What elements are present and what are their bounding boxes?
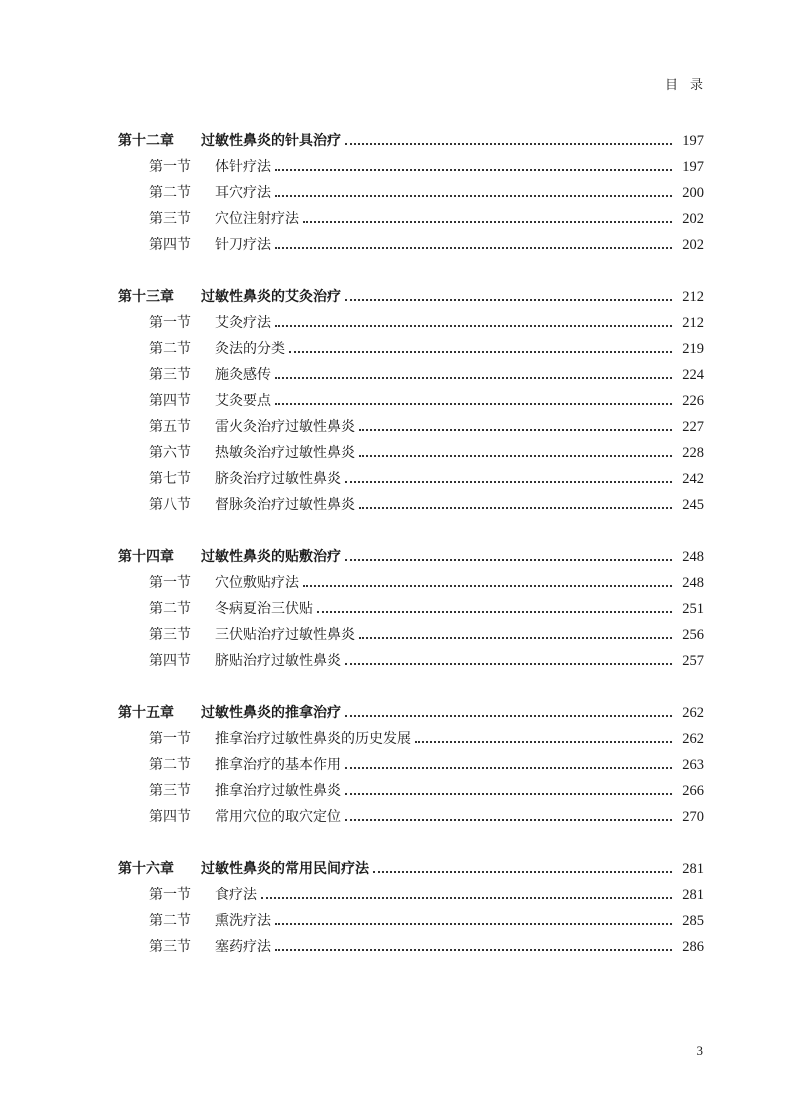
dot-leader bbox=[303, 585, 672, 587]
chapter-block bbox=[118, 284, 704, 518]
chapter-entry[interactable] bbox=[118, 544, 704, 570]
section-number: 第三节 bbox=[149, 627, 191, 643]
chapter-page-number: 248 bbox=[682, 549, 704, 565]
section-entry[interactable] bbox=[118, 206, 704, 232]
section-number: 第三节 bbox=[149, 939, 191, 955]
chapter-page-number: 281 bbox=[682, 861, 704, 877]
section-number: 第六节 bbox=[149, 445, 191, 461]
chapter-number: 第十三章 bbox=[118, 289, 174, 305]
section-entry[interactable] bbox=[118, 414, 704, 440]
section-entry[interactable] bbox=[118, 180, 704, 206]
section-page-number: 197 bbox=[682, 159, 704, 175]
section-page-number: 262 bbox=[682, 731, 704, 747]
section-title: 常用穴位的取穴定位 bbox=[215, 809, 341, 825]
chapter-entry[interactable] bbox=[118, 856, 704, 882]
section-number: 第三节 bbox=[149, 367, 191, 383]
dot-leader bbox=[359, 429, 672, 431]
section-title: 督脉灸治疗过敏性鼻炎 bbox=[215, 497, 355, 513]
section-page-number: 219 bbox=[682, 341, 704, 357]
dot-leader bbox=[275, 169, 672, 171]
section-entry[interactable] bbox=[118, 596, 704, 622]
section-entry[interactable] bbox=[118, 804, 704, 830]
section-entry[interactable] bbox=[118, 388, 704, 414]
section-page-number: 263 bbox=[682, 757, 704, 773]
section-page-number: 224 bbox=[682, 367, 704, 383]
dot-leader bbox=[275, 403, 672, 405]
section-number: 第一节 bbox=[149, 731, 191, 747]
section-number: 第一节 bbox=[149, 575, 191, 591]
section-title: 塞药疗法 bbox=[215, 939, 271, 955]
section-entry[interactable] bbox=[118, 882, 704, 908]
section-page-number: 286 bbox=[682, 939, 704, 955]
section-title: 熏洗疗法 bbox=[215, 913, 271, 929]
dot-leader bbox=[359, 455, 672, 457]
section-title: 脐贴治疗过敏性鼻炎 bbox=[215, 653, 341, 669]
dot-leader bbox=[275, 923, 672, 925]
section-number: 第五节 bbox=[149, 419, 191, 435]
dot-leader bbox=[261, 897, 672, 899]
chapter-title: 过敏性鼻炎的常用民间疗法 bbox=[201, 861, 369, 877]
section-page-number: 251 bbox=[682, 601, 704, 617]
chapter-title: 过敏性鼻炎的针具治疗 bbox=[201, 133, 341, 149]
dot-leader bbox=[359, 637, 672, 639]
section-entry[interactable] bbox=[118, 726, 704, 752]
section-number: 第一节 bbox=[149, 159, 191, 175]
section-number: 第四节 bbox=[149, 653, 191, 669]
section-title: 灸法的分类 bbox=[215, 341, 285, 357]
section-page-number: 281 bbox=[682, 887, 704, 903]
section-number: 第四节 bbox=[149, 237, 191, 253]
section-title: 推拿治疗过敏性鼻炎 bbox=[215, 783, 341, 799]
page-number: 3 bbox=[696, 1043, 703, 1058]
dot-leader bbox=[275, 195, 672, 197]
section-entry[interactable] bbox=[118, 778, 704, 804]
dot-leader bbox=[345, 559, 672, 561]
dot-leader bbox=[345, 663, 672, 665]
dot-leader bbox=[345, 819, 672, 821]
running-header: 目录 bbox=[664, 78, 715, 93]
section-title: 雷火灸治疗过敏性鼻炎 bbox=[215, 419, 355, 435]
section-number: 第二节 bbox=[149, 601, 191, 617]
section-page-number: 202 bbox=[682, 211, 704, 227]
dot-leader bbox=[359, 507, 672, 509]
section-number: 第二节 bbox=[149, 757, 191, 773]
chapter-entry[interactable] bbox=[118, 284, 704, 310]
table-of-contents bbox=[118, 128, 704, 986]
section-number: 第七节 bbox=[149, 471, 191, 487]
dot-leader bbox=[275, 247, 672, 249]
section-number: 第三节 bbox=[149, 783, 191, 799]
section-page-number: 257 bbox=[682, 653, 704, 669]
section-page-number: 266 bbox=[682, 783, 704, 799]
chapter-title: 过敏性鼻炎的艾灸治疗 bbox=[201, 289, 341, 305]
chapter-title: 过敏性鼻炎的贴敷治疗 bbox=[201, 549, 341, 565]
section-title: 穴位敷贴疗法 bbox=[215, 575, 299, 591]
section-number: 第二节 bbox=[149, 185, 191, 201]
section-title: 体针疗法 bbox=[215, 159, 271, 175]
section-number: 第八节 bbox=[149, 497, 191, 513]
section-title: 食疗法 bbox=[215, 887, 257, 903]
section-number: 第四节 bbox=[149, 393, 191, 409]
dot-leader bbox=[415, 741, 672, 743]
dot-leader bbox=[275, 377, 672, 379]
section-page-number: 285 bbox=[682, 913, 704, 929]
dot-leader bbox=[345, 767, 672, 769]
section-entry[interactable] bbox=[118, 570, 704, 596]
dot-leader bbox=[373, 871, 672, 873]
section-page-number: 256 bbox=[682, 627, 704, 643]
section-title: 推拿治疗的基本作用 bbox=[215, 757, 341, 773]
dot-leader bbox=[317, 611, 672, 613]
chapter-number: 第十二章 bbox=[118, 133, 174, 149]
section-entry[interactable] bbox=[118, 908, 704, 934]
section-page-number: 242 bbox=[682, 471, 704, 487]
section-entry[interactable] bbox=[118, 934, 704, 960]
section-title: 冬病夏治三伏贴 bbox=[215, 601, 313, 617]
section-entry[interactable] bbox=[118, 492, 704, 518]
chapter-page-number: 262 bbox=[682, 705, 704, 721]
section-page-number: 212 bbox=[682, 315, 704, 331]
chapter-entry[interactable] bbox=[118, 700, 704, 726]
section-number: 第二节 bbox=[149, 913, 191, 929]
section-number: 第一节 bbox=[149, 315, 191, 331]
dot-leader bbox=[289, 351, 672, 353]
dot-leader bbox=[303, 221, 672, 223]
section-entry[interactable] bbox=[118, 648, 704, 674]
section-title: 脐灸治疗过敏性鼻炎 bbox=[215, 471, 341, 487]
dot-leader bbox=[345, 299, 672, 301]
chapter-number: 第十五章 bbox=[118, 705, 174, 721]
section-page-number: 200 bbox=[682, 185, 704, 201]
section-entry[interactable] bbox=[118, 310, 704, 336]
section-number: 第四节 bbox=[149, 809, 191, 825]
section-number: 第一节 bbox=[149, 887, 191, 903]
section-page-number: 202 bbox=[682, 237, 704, 253]
chapter-title: 过敏性鼻炎的推拿治疗 bbox=[201, 705, 341, 721]
chapter-block bbox=[118, 128, 704, 258]
dot-leader bbox=[275, 325, 672, 327]
section-page-number: 248 bbox=[682, 575, 704, 591]
chapter-page-number: 212 bbox=[682, 289, 704, 305]
section-title: 施灸感传 bbox=[215, 367, 271, 383]
section-number: 第二节 bbox=[149, 341, 191, 357]
section-entry[interactable] bbox=[118, 466, 704, 492]
chapter-block bbox=[118, 700, 704, 830]
section-page-number: 226 bbox=[682, 393, 704, 409]
section-title: 热敏灸治疗过敏性鼻炎 bbox=[215, 445, 355, 461]
section-entry[interactable] bbox=[118, 336, 704, 362]
dot-leader bbox=[345, 481, 672, 483]
chapter-number: 第十四章 bbox=[118, 549, 174, 565]
section-title: 耳穴疗法 bbox=[215, 185, 271, 201]
chapter-page-number: 197 bbox=[682, 133, 704, 149]
section-title: 穴位注射疗法 bbox=[215, 211, 299, 227]
section-entry[interactable] bbox=[118, 752, 704, 778]
section-title: 三伏贴治疗过敏性鼻炎 bbox=[215, 627, 355, 643]
section-page-number: 227 bbox=[682, 419, 704, 435]
section-number: 第三节 bbox=[149, 211, 191, 227]
section-title: 艾灸疗法 bbox=[215, 315, 271, 331]
section-page-number: 228 bbox=[682, 445, 704, 461]
section-entry[interactable] bbox=[118, 232, 704, 258]
dot-leader bbox=[275, 949, 672, 951]
chapter-entry[interactable] bbox=[118, 128, 704, 154]
section-page-number: 270 bbox=[682, 809, 704, 825]
dot-leader bbox=[345, 793, 672, 795]
section-title: 针刀疗法 bbox=[215, 237, 271, 253]
chapter-block bbox=[118, 544, 704, 674]
section-entry[interactable] bbox=[118, 440, 704, 466]
dot-leader bbox=[345, 143, 672, 145]
section-title: 艾灸要点 bbox=[215, 393, 271, 409]
chapter-block bbox=[118, 856, 704, 960]
dot-leader bbox=[345, 715, 672, 717]
chapter-number: 第十六章 bbox=[118, 861, 174, 877]
section-entry[interactable] bbox=[118, 622, 704, 648]
section-entry[interactable] bbox=[118, 154, 704, 180]
section-title: 推拿治疗过敏性鼻炎的历史发展 bbox=[215, 731, 411, 747]
section-entry[interactable] bbox=[118, 362, 704, 388]
section-page-number: 245 bbox=[682, 497, 704, 513]
